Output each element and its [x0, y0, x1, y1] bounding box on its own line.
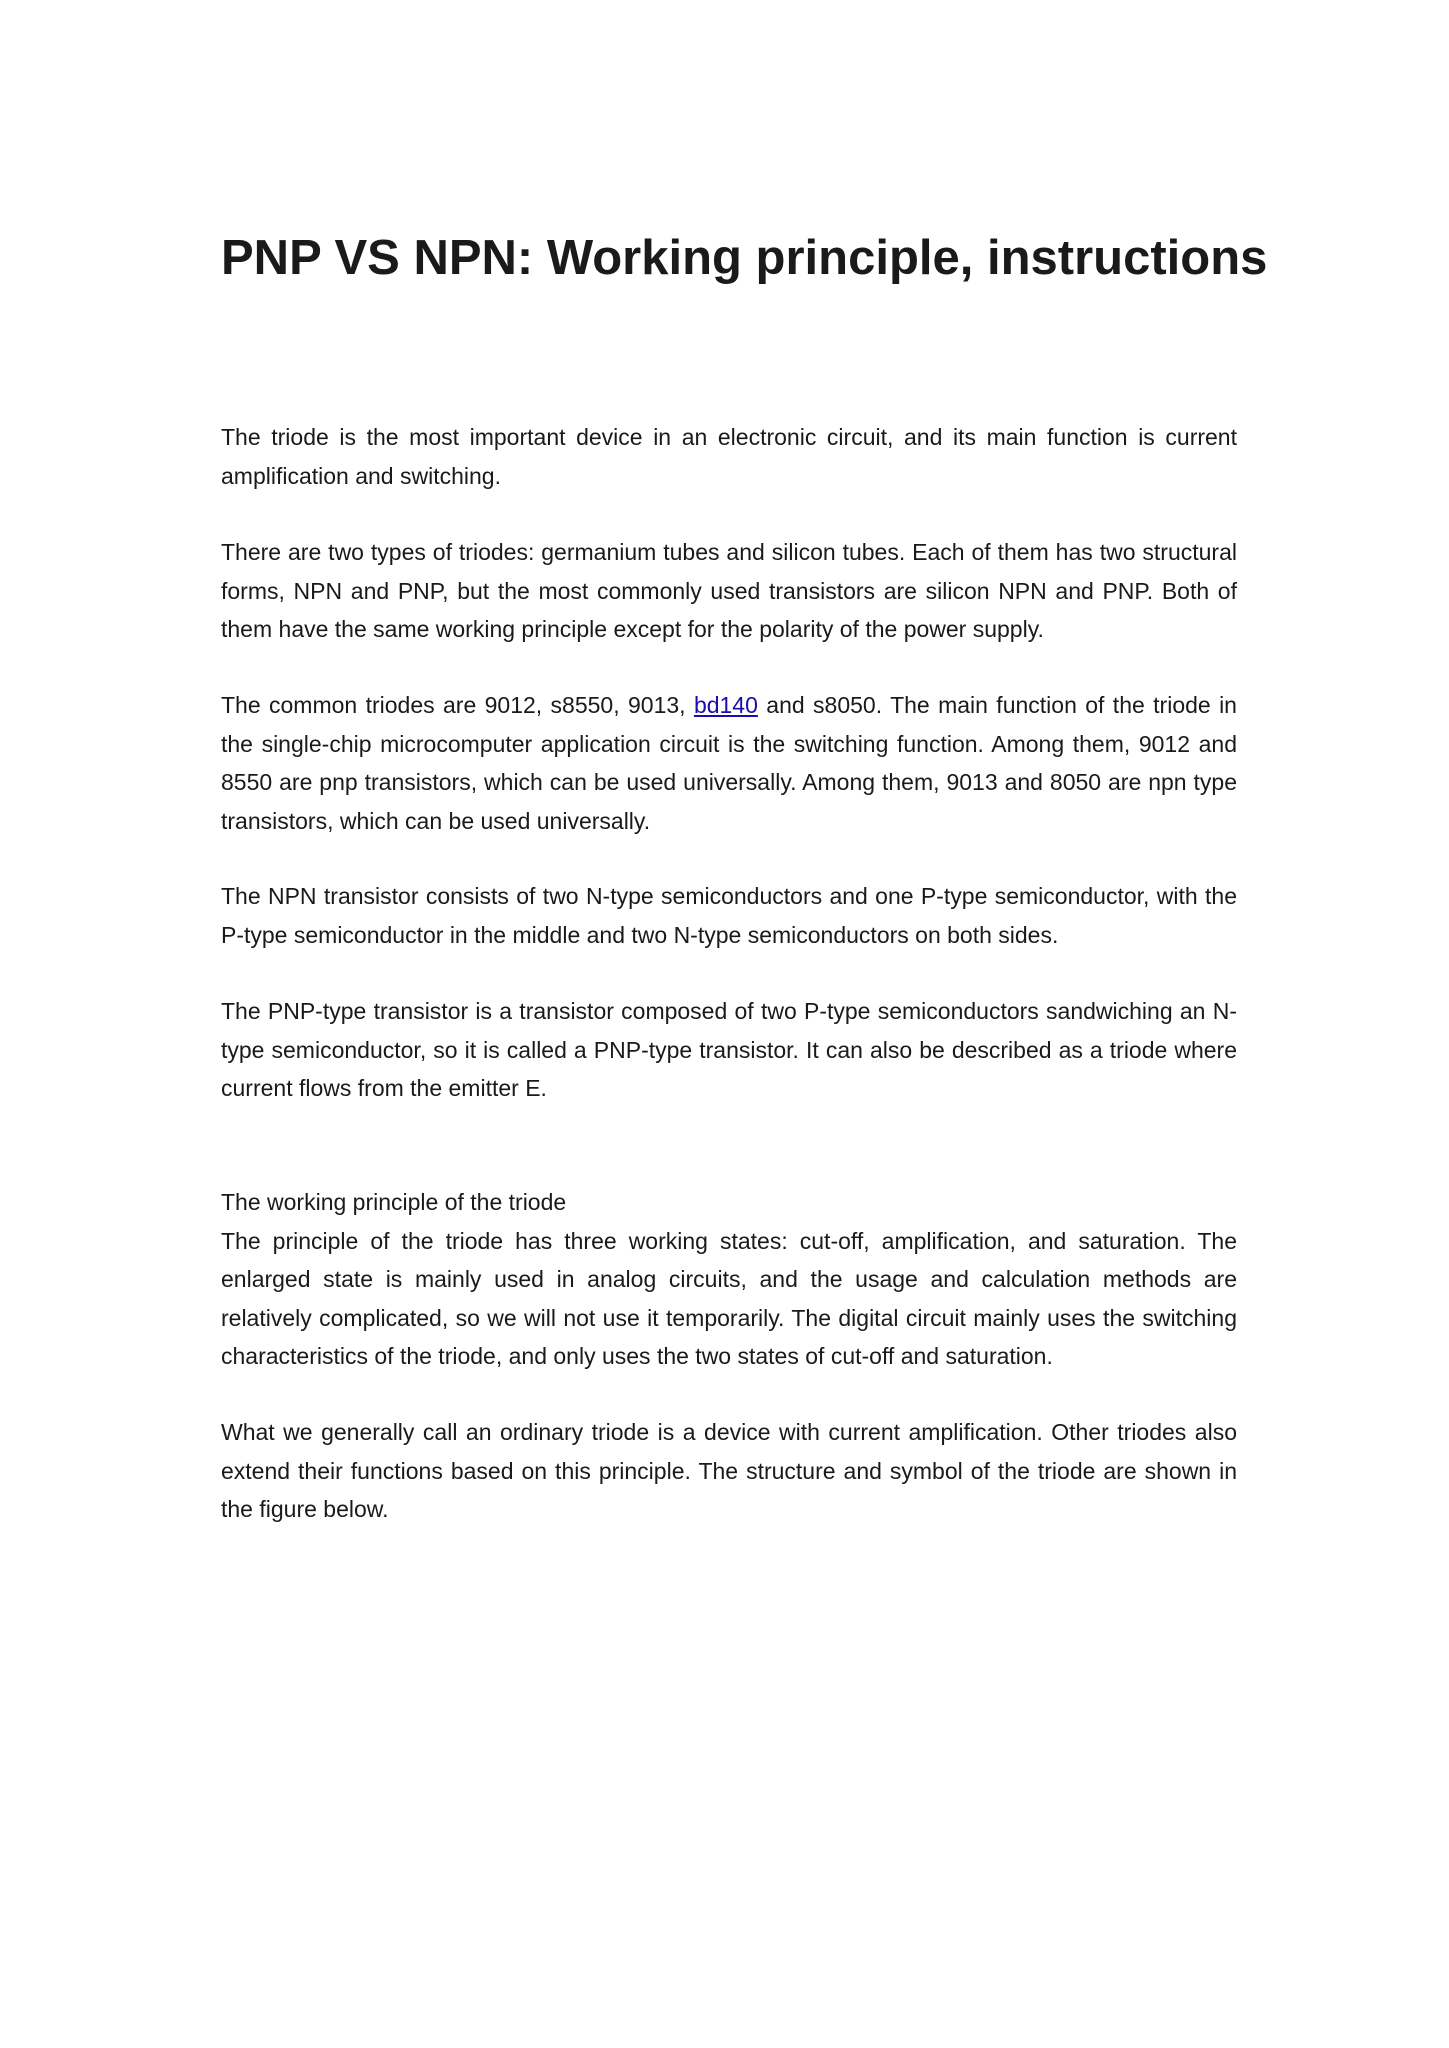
paragraph-triode-types — [221, 533, 1237, 649]
paragraph-text: There are two types of triodes: germanium tubes and silicon tubes. Each of them has two structural forms, NPN and PNP, but the most commonly used transistors are silicon NPN and PNP. Both of them have the same working principle except for the polarity of the power supply. — [221, 539, 1237, 642]
paragraph-npn-description — [221, 877, 1237, 954]
paragraph-working-principle — [221, 1183, 1237, 1376]
paragraph-common-triodes — [221, 686, 1237, 840]
paragraph-text: The common triodes are 9012, s8550, 9013, — [221, 692, 694, 718]
paragraph-triode-intro — [221, 418, 1237, 495]
paragraph-text: The principle of the triode has three working states: cut-off, amplification, and saturation. The enlarged state is mainly used in analog circuits, and the usage and calculation methods are relatively complicated, so we will not use it temporarily. The digital circuit mainly uses the switching characteristics of the triode, and only uses the two states of cut-off and saturation. — [221, 1227, 1237, 1369]
document-title: PNP VS NPN: Working principle, instructions — [221, 231, 1268, 285]
bd140-link[interactable]: bd140 — [693, 692, 758, 718]
paragraph-text: What we generally call an ordinary triode is a device with current amplification. Other triodes also extend their functions based on this principle. The structure and symbol of the triode are shown in the figure below. — [221, 1419, 1237, 1522]
section-heading: The working principle of the triode — [221, 1189, 567, 1215]
paragraph-text: The triode is the most important device in an electronic circuit, and its main function is current amplification and switching. — [221, 424, 1237, 489]
paragraph-text: The NPN transistor consists of two N-type semiconductors and one P-type semiconductor, with the P-type semiconductor in the middle and two N-type semiconductors on both sides. — [221, 883, 1237, 948]
paragraph-text: and s8050. The main function of the triode in the single-chip microcomputer application circuit is the switching function. Among them, 9012 and 8550 are pnp transistors, which can be used universally. Among them, 9013 and 8050 are npn type transistors, which can be used universally. — [221, 692, 1237, 834]
paragraph-text: The PNP-type transistor is a transistor composed of two P-type semiconductors sandwiching an N-type semiconductor, so it is called a PNP-type transistor. It can also be described as a triode where current flows from the emitter E. — [221, 998, 1237, 1101]
paragraph-ordinary-triode — [221, 1413, 1237, 1529]
paragraph-pnp-description — [221, 992, 1237, 1108]
